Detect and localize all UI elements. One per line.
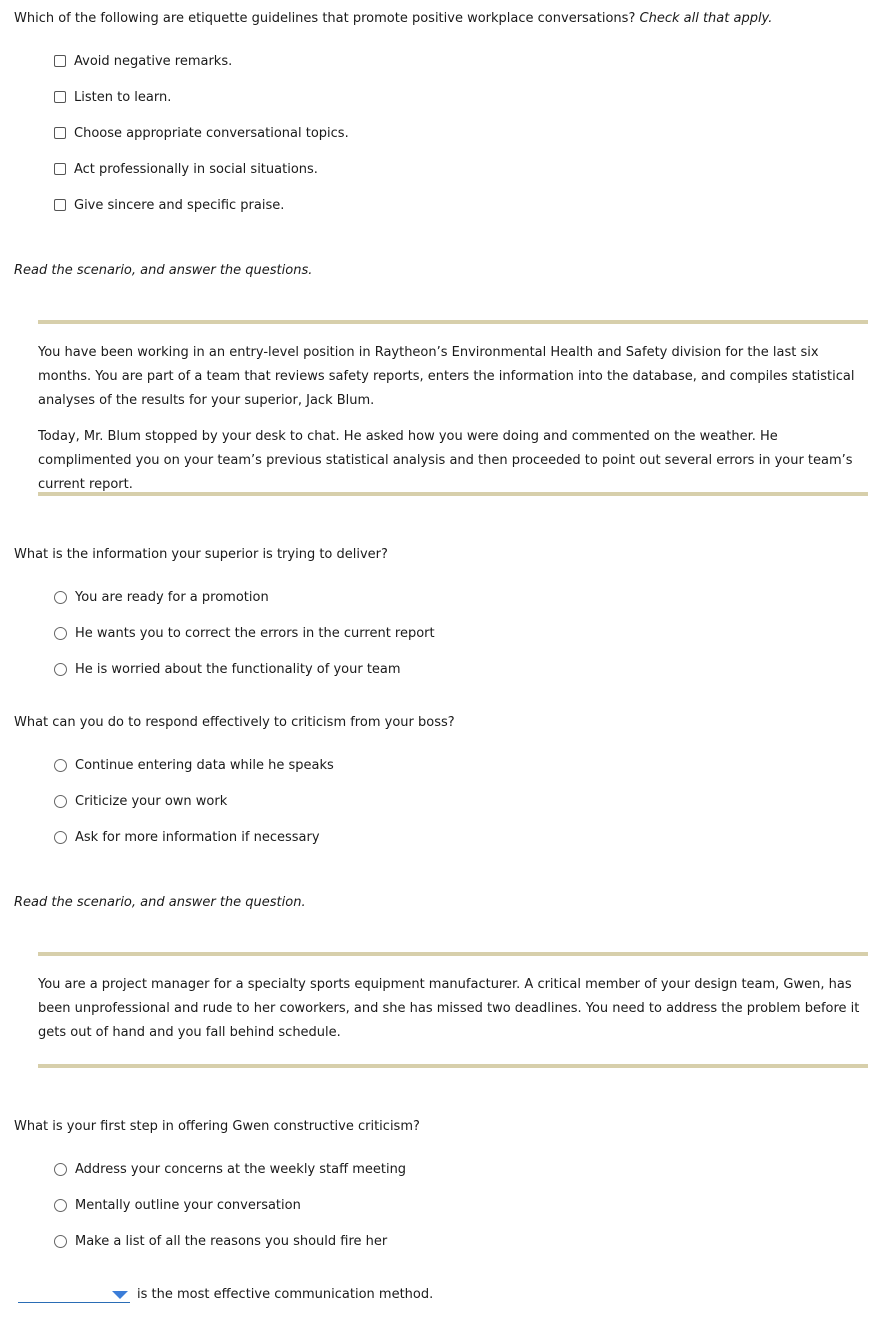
option-label: Avoid negative remarks. bbox=[74, 53, 233, 69]
q1-option-1[interactable] bbox=[54, 89, 171, 105]
q4-question: What is your first step in offering Gwen constructive criticism? bbox=[14, 1119, 420, 1134]
q1-question-text: Which of the following are etiquette guidelines that promote positive workplace conversations? bbox=[14, 11, 636, 26]
option-label: Give sincere and specific praise. bbox=[74, 197, 285, 213]
q2-option-0[interactable] bbox=[54, 589, 269, 605]
scenario1-bottom-rule bbox=[38, 492, 868, 496]
scenario1-paragraph-0: You have been working in an entry-level position in Raytheon’s Environmental Health and Safety division for the last six months. You are part of a team that reviews safety reports, enters the information into the database, and compiles statistical analyses of the results for your superior, Jack Blum. bbox=[38, 345, 855, 408]
option-label: Act professionally in social situations. bbox=[74, 161, 318, 177]
radio-button[interactable] bbox=[54, 759, 67, 772]
option-label: You are ready for a promotion bbox=[75, 589, 269, 605]
checkbox[interactable] bbox=[54, 163, 66, 175]
radio-button[interactable] bbox=[54, 1163, 67, 1176]
radio-button[interactable] bbox=[54, 627, 67, 640]
scenario2-bottom-rule bbox=[38, 1064, 868, 1068]
q1-option-2[interactable] bbox=[54, 125, 349, 141]
checkbox[interactable] bbox=[54, 127, 66, 139]
option-label: Make a list of all the reasons you should fire her bbox=[75, 1233, 388, 1249]
q3-option-0[interactable] bbox=[54, 757, 334, 773]
q3-question: What can you do to respond effectively to criticism from your boss? bbox=[14, 715, 455, 730]
q1-question bbox=[14, 11, 772, 26]
option-label: He wants you to correct the errors in the current report bbox=[75, 625, 435, 641]
q3-option-2[interactable] bbox=[54, 829, 320, 845]
radio-button[interactable] bbox=[54, 1235, 67, 1248]
option-label: Criticize your own work bbox=[75, 793, 228, 809]
q1-option-4[interactable] bbox=[54, 197, 284, 213]
radio-button[interactable] bbox=[54, 795, 67, 808]
q1-instruction: Check all that apply. bbox=[639, 11, 773, 26]
option-label: Mentally outline your conversation bbox=[75, 1197, 301, 1213]
scenario2-intro: Read the scenario, and answer the question. bbox=[14, 895, 306, 910]
scenario1-intro: Read the scenario, and answer the questions. bbox=[14, 263, 313, 278]
q2-option-1[interactable] bbox=[54, 625, 435, 641]
checkbox[interactable] bbox=[54, 91, 66, 103]
scenario2-top-rule bbox=[38, 952, 868, 956]
option-label: He is worried about the functionality of your team bbox=[75, 661, 401, 677]
option-label: Continue entering data while he speaks bbox=[75, 757, 334, 773]
q2-question: What is the information your superior is trying to deliver? bbox=[14, 547, 388, 562]
q1-option-3[interactable] bbox=[54, 161, 318, 177]
checkbox[interactable] bbox=[54, 55, 66, 67]
q5-suffix: is the most effective communication method. bbox=[137, 1287, 434, 1302]
scenario1-top-rule bbox=[38, 320, 868, 324]
radio-button[interactable] bbox=[54, 831, 67, 844]
q1-option-0[interactable] bbox=[54, 53, 232, 69]
q4-option-2[interactable] bbox=[54, 1233, 387, 1249]
q4-option-0[interactable] bbox=[54, 1161, 406, 1177]
q4-option-1[interactable] bbox=[54, 1197, 301, 1213]
scenario1-paragraph-1: Today, Mr. Blum stopped by your desk to chat. He asked how you were doing and commented on the weather. He complimented you on your team’s previous statistical analysis and then proceeded to point out several errors in your team’s current report. bbox=[38, 429, 853, 492]
option-label: Listen to learn. bbox=[74, 89, 172, 105]
radio-button[interactable] bbox=[54, 591, 67, 604]
option-label: Address your concerns at the weekly staff meeting bbox=[75, 1161, 407, 1177]
checkbox[interactable] bbox=[54, 199, 66, 211]
option-label: Ask for more information if necessary bbox=[75, 829, 320, 845]
chevron-down-icon[interactable] bbox=[112, 1291, 128, 1299]
option-label: Choose appropriate conversational topics. bbox=[74, 125, 349, 141]
scenario2-paragraph-0: You are a project manager for a specialty sports equipment manufacturer. A critical member of your design team, Gwen, has been unprofessional and rude to her coworkers, and she has missed two deadlines. You need to address the problem before it gets out of hand and you fall behind schedule. bbox=[38, 977, 860, 1040]
radio-button[interactable] bbox=[54, 1199, 67, 1212]
q3-option-1[interactable] bbox=[54, 793, 227, 809]
dropdown-underline[interactable] bbox=[18, 1302, 130, 1303]
radio-button[interactable] bbox=[54, 663, 67, 676]
q2-option-2[interactable] bbox=[54, 661, 401, 677]
